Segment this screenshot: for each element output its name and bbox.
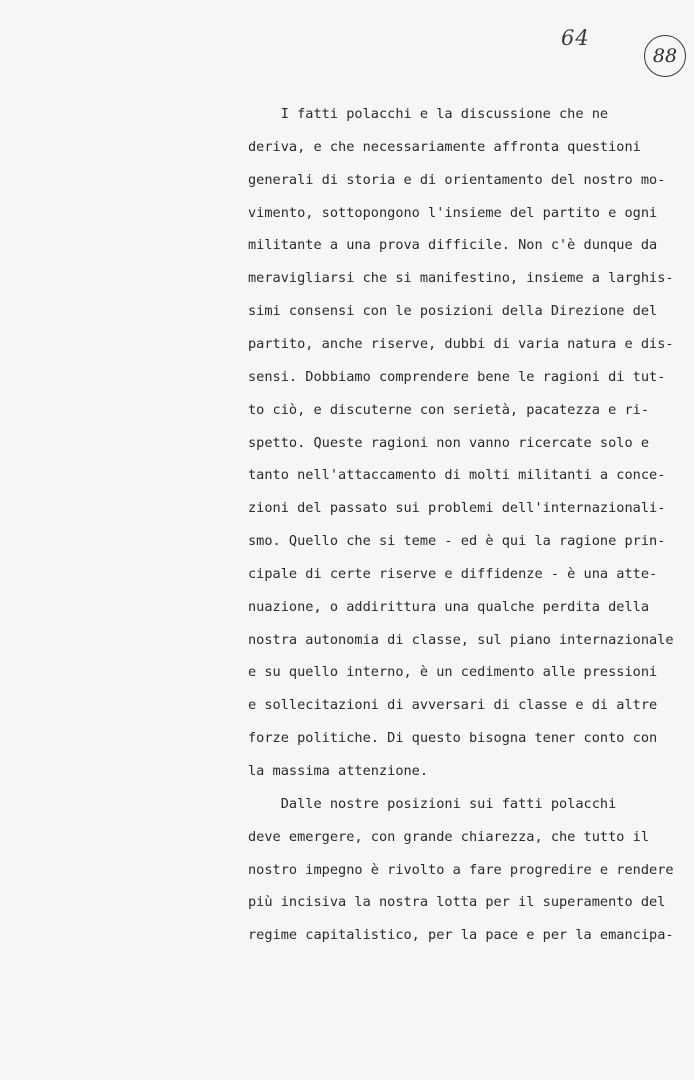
text-line: smo. Quello che si teme - ed è qui la ragione prin- <box>248 533 666 550</box>
handwritten-page-number: 64 <box>561 26 590 50</box>
text-line: nostro impegno è rivolto a fare progredire e rendere <box>248 861 674 878</box>
text-line: militante a una prova difficile. Non c'è dunque da <box>248 237 658 254</box>
circled-page-number-text: 88 <box>652 45 678 67</box>
text-line: deriva, e che necessariamente affronta questioni <box>248 138 641 155</box>
text-line: simi consensi con le posizioni della Direzione del <box>248 303 658 320</box>
text-line: e su quello interno, è un cedimento alle pressioni <box>248 664 658 681</box>
text-line: regime capitalistico, per la pace e per la emancipa- <box>248 927 674 944</box>
text-line: generali di storia e di orientamento del nostro mo- <box>248 171 666 188</box>
text-line: zioni del passato sui problemi dell'internazionali- <box>248 500 666 517</box>
text-line: cipale di certe riserve e diffidenze - è una atte- <box>248 565 658 582</box>
text-line: nostra autonomia di classe, sul piano internazionale <box>248 631 674 648</box>
text-line: forze politiche. Di questo bisogna tener conto con <box>248 730 658 747</box>
text-line: più incisiva la nostra lotta per il superamento del <box>248 894 666 911</box>
text-line: tanto nell'attaccamento di molti militanti a conce- <box>248 467 666 484</box>
text-line: nuazione, o addirittura una qualche perdita della <box>248 598 650 615</box>
text-line: deve emergere, con grande chiarezza, che tutto il <box>248 828 650 845</box>
text-line: vimento, sottopongono l'insieme del partito e ogni <box>248 204 658 221</box>
text-line: spetto. Queste ragioni non vanno ricercate solo e <box>248 434 650 451</box>
text-line: I fatti polacchi e la discussione che ne <box>248 106 609 122</box>
circled-page-number <box>644 35 686 77</box>
text-line: to ciò, e discuterne con serietà, pacatezza e ri- <box>248 401 650 418</box>
text-line: sensi. Dobbiamo comprendere bene le ragioni di tut- <box>248 368 666 385</box>
text-line: la massima attenzione. <box>248 763 429 779</box>
text-line: Dalle nostre posizioni sui fatti polacchi <box>248 795 617 812</box>
text-line: meravigliarsi che si manifestino, insieme a larghis- <box>248 270 674 287</box>
text-line: partito, anche riserve, dubbi di varia natura e dis- <box>248 335 674 352</box>
text-line: e sollecitazioni di avversari di classe e di altre <box>248 697 658 714</box>
